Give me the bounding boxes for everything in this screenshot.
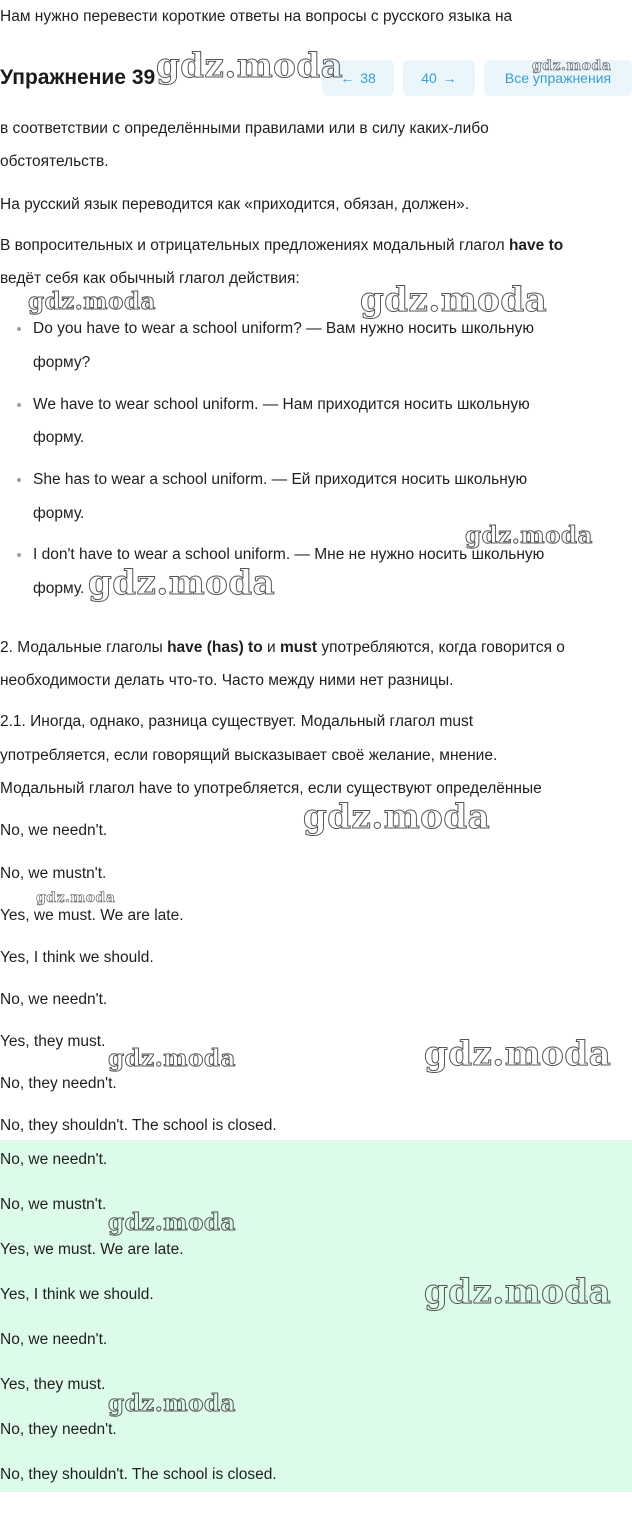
- answer-line: No, they needn't.: [0, 1075, 117, 1092]
- watermark: gdz.moda: [303, 797, 491, 837]
- truncated-paragraph: Нам нужно перевести короткие ответы на вопросы с русского языка на: [0, 8, 513, 25]
- answer-line: No, we needn't.: [0, 822, 108, 839]
- theory-text-part: В вопросительных и отрицательных предложениях модальный глагол: [0, 237, 509, 254]
- watermark: gdz.moda: [108, 1045, 236, 1072]
- answer-line: Yes, we must. We are late.: [0, 1241, 184, 1258]
- watermark: gdz.moda: [424, 1034, 612, 1074]
- answer-line: Yes, they must.: [0, 1033, 106, 1050]
- example-line: I don't have to wear a school uniform. — Мне не нужно носить школьную: [33, 546, 545, 563]
- theory-text: На русский язык переводится как «приходится, обязан, должен».: [0, 196, 470, 213]
- watermark: gdz.moda: [156, 46, 344, 86]
- watermark: gdz.moda: [108, 1390, 236, 1417]
- watermark: gdz.moda: [465, 522, 593, 549]
- arrow-left-icon: ←: [340, 70, 355, 86]
- theory-text: Модальный глагол have to употребляется, если существуют определённые: [0, 780, 542, 797]
- watermark: gdz.moda: [36, 890, 116, 906]
- example-line: форму.: [33, 580, 85, 597]
- watermark: gdz.moda: [108, 1209, 236, 1236]
- answer-line: No, we mustn't.: [0, 1196, 107, 1213]
- bullet-dot: [17, 403, 21, 407]
- theory-text: 2.1. Иногда, однако, разница существует. Модальный глагол must: [0, 713, 474, 730]
- answer-line: No, we needn't.: [0, 1331, 108, 1348]
- example-line: Do you have to wear a school uniform? — Вам нужно носить школьную: [33, 320, 534, 337]
- theory-text: употребляется, если говорящий высказывает своё желание, мнение.: [0, 747, 498, 764]
- answer-line: Yes, I think we should.: [0, 949, 154, 966]
- bullet-dot: [17, 327, 21, 331]
- answer-line: Yes, we must. We are late.: [0, 907, 184, 924]
- answer-block: [0, 1140, 632, 1492]
- watermark: gdz.moda: [424, 1272, 612, 1312]
- arrow-right-icon: →: [442, 70, 457, 86]
- answer-line: No, we mustn't.: [0, 865, 107, 882]
- answer-line: Yes, they must.: [0, 1376, 106, 1393]
- example-line: We have to wear school uniform. — Нам приходится носить школьную: [33, 396, 530, 413]
- theory-text: ведёт себя как обычный глагол действия:: [0, 270, 300, 287]
- next-exercise-label: 40: [421, 70, 437, 86]
- theory-text-part: 2. Модальные глаголы: [0, 639, 168, 656]
- answer-line: No, they needn't.: [0, 1421, 117, 1438]
- theory-text-part: и: [262, 639, 280, 656]
- theory-text: в соответствии с определёнными правилами или в силу каких-либо: [0, 120, 489, 137]
- example-line: форму?: [33, 354, 91, 371]
- example-line: форму.: [33, 505, 85, 522]
- theory-term: must: [279, 639, 318, 656]
- theory-text-part: употребляются, когда говорится о: [317, 639, 565, 656]
- prev-exercise-label: 38: [360, 70, 376, 86]
- theory-text: необходимости делать что-то. Часто между ними нет разницы.: [0, 672, 454, 689]
- theory-text: [0, 639, 565, 657]
- theory-term: have to: [508, 237, 564, 254]
- answer-line: Yes, I think we should.: [0, 1286, 154, 1303]
- page-title: Упражнение 39: [0, 66, 156, 89]
- theory-term: have (has) to: [167, 639, 263, 656]
- watermark: gdz.moda: [360, 280, 548, 320]
- example-line: форму.: [33, 429, 85, 446]
- answer-line: No, they shouldn't. The school is closed.: [0, 1117, 277, 1134]
- answer-line: No, we needn't.: [0, 991, 108, 1008]
- bullet-dot: [17, 553, 21, 557]
- answer-line: No, we needn't.: [0, 1151, 108, 1168]
- bullet-dot: [17, 478, 21, 482]
- theory-text: обстоятельств.: [0, 153, 109, 170]
- watermark: gdz.moda: [88, 563, 276, 603]
- watermark: gdz.moda: [28, 288, 156, 315]
- watermark: gdz.moda: [532, 58, 612, 74]
- next-exercise-button[interactable]: [403, 60, 475, 96]
- example-line: She has to wear a school uniform. — Ей приходится носить школьную: [33, 471, 528, 488]
- all-exercises-label: Все упражнения: [504, 70, 612, 86]
- theory-text: [0, 237, 563, 255]
- answer-line: No, they shouldn't. The school is closed.: [0, 1466, 277, 1483]
